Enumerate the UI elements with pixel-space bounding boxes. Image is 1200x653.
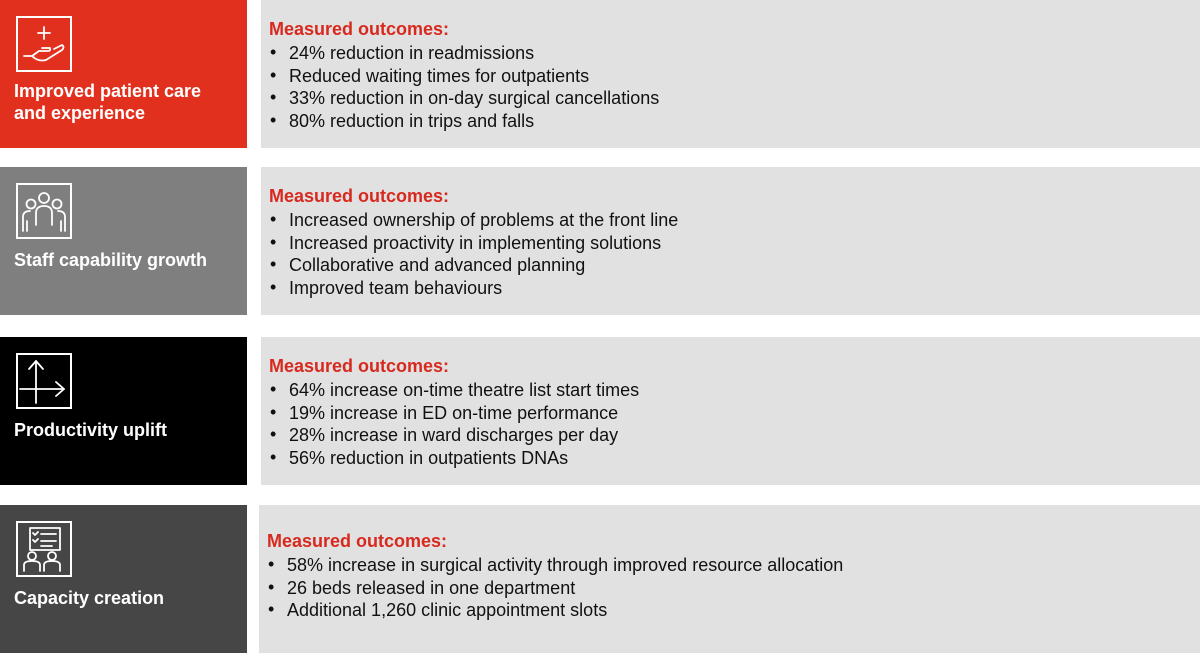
outcomes-panel: [259, 505, 1200, 653]
category-tile: [0, 337, 247, 485]
outcomes-panel: [261, 337, 1200, 485]
outcomes-panel: [261, 167, 1200, 315]
list-item: • 19% increase in ED on-time performance: [269, 402, 1200, 425]
outcomes-heading: Measured outcomes:: [267, 531, 448, 551]
outcomes-heading: Measured outcomes:: [269, 356, 450, 376]
list-item: • 33% reduction in on-day surgical cancellations: [269, 87, 1200, 110]
outcomes-list: [267, 554, 1200, 622]
hand-plus-icon: [16, 16, 72, 72]
list-item: • Increased proactivity in implementing solutions: [269, 232, 1200, 255]
list-item: • 80% reduction in trips and falls: [269, 110, 1200, 133]
outcomes-heading: Measured outcomes:: [269, 186, 450, 206]
category-title: Capacity creation: [14, 588, 165, 608]
list-item: • 64% increase on-time theatre list start times: [269, 379, 1200, 402]
list-item: • Increased ownership of problems at the front line: [269, 209, 1200, 232]
list-item: • Additional 1,260 clinic appointment slots: [267, 599, 1200, 622]
outcomes-list: [269, 42, 1200, 132]
arrows-grid-icon: [16, 353, 72, 409]
outcomes-panel: [261, 0, 1200, 148]
category-tile: [0, 167, 247, 315]
presentation-checklist-icon: [16, 521, 72, 577]
list-item: • 24% reduction in readmissions: [269, 42, 1200, 65]
list-item: • 26 beds released in one department: [267, 577, 1200, 600]
outcomes-list: [269, 379, 1200, 469]
category-tile: [0, 0, 247, 148]
outcomes-list: [269, 209, 1200, 299]
team-icon: [16, 183, 72, 239]
outcomes-heading: Measured outcomes:: [269, 19, 450, 39]
category-title: Improved patient care and experience: [14, 81, 202, 123]
list-item: • 58% increase in surgical activity through improved resource allocation: [267, 554, 1200, 577]
list-item: • Reduced waiting times for outpatients: [269, 65, 1200, 88]
category-title: Staff capability growth: [14, 250, 208, 270]
list-item: • Collaborative and advanced planning: [269, 254, 1200, 277]
category-title: Productivity uplift: [14, 420, 167, 440]
list-item: • 28% increase in ward discharges per day: [269, 424, 1200, 447]
list-item: • Improved team behaviours: [269, 277, 1200, 300]
list-item: • 56% reduction in outpatients DNAs: [269, 447, 1200, 470]
category-tile: [0, 505, 247, 653]
